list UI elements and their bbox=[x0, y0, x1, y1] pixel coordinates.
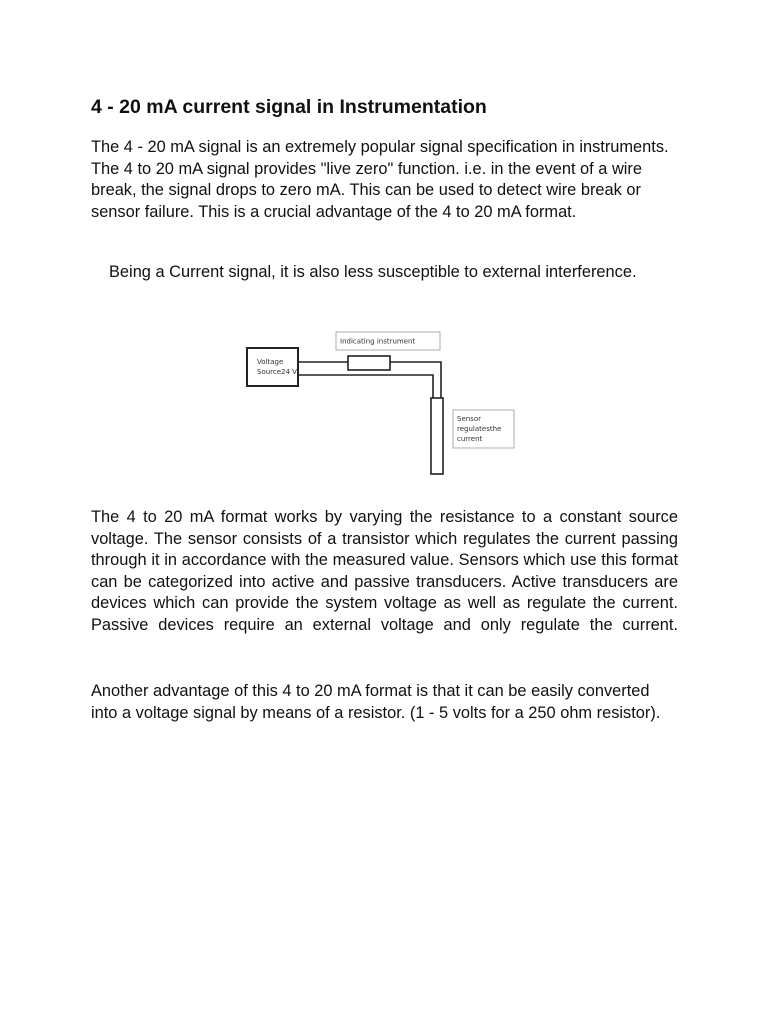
sensor-label-line1: Sensor bbox=[457, 415, 481, 423]
voltage-source-label-line1: Voltage bbox=[257, 358, 284, 366]
page-title: 4 - 20 mA current signal in Instrumentation bbox=[91, 96, 487, 118]
voltage-source-label-line2: Source24 V bbox=[257, 368, 297, 376]
sensor-probe bbox=[431, 398, 443, 474]
wire-bottom bbox=[298, 375, 433, 398]
paragraph-voltage-conversion: Another advantage of this 4 to 20 mA format is that it can be easily converted into a voltage signal by means of a resistor. (1 - 5 volts for a 250 ohm resistor). bbox=[91, 682, 661, 722]
indicating-instrument-resistor bbox=[348, 356, 390, 370]
paragraph-interference: Being a Current signal, it is also less susceptible to external interference. bbox=[109, 263, 637, 281]
indicating-instrument-label: Indicating instrument bbox=[340, 337, 416, 346]
current-loop-diagram bbox=[240, 328, 530, 483]
sensor-label-line2: regulatesthe bbox=[457, 425, 502, 433]
paragraph-live-zero: The 4 - 20 mA signal is an extremely popular signal specification in instruments. The 4 to 20 mA signal provides "live zero" function. i.e. in the event of a wire break, the signal drops to zero mA. This can be used to detect wire break or sensor failure. This is a crucial advantage of the 4 to 20 mA format. bbox=[91, 138, 669, 221]
paragraph-how-it-works: The 4 to 20 mA format works by varying the resistance to a constant source voltage. The sensor consists of a transistor which regulates the current passing through it in accordance with the measured value. Sensors which use this format can be categorized into active and passive transducers. Active transducers are devices which can provide the system voltage as well as regulate the current. Passive devices require an external voltage and only regulate the current. bbox=[91, 508, 678, 634]
sensor-label-line3: current bbox=[457, 435, 483, 443]
voltage-source-box bbox=[247, 348, 298, 386]
